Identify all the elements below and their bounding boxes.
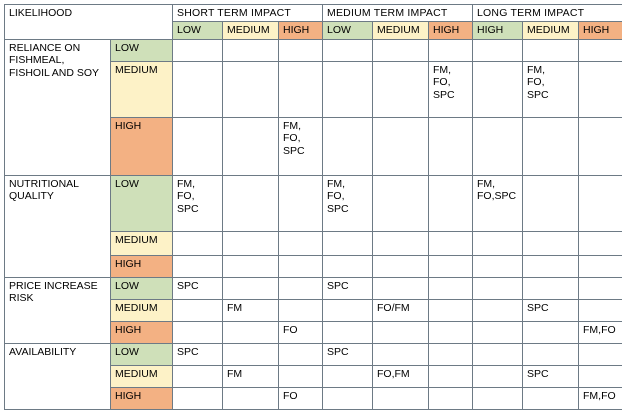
matrix-cell-r1-low-c4 bbox=[323, 39, 373, 61]
matrix-cell-r3-medium-c8: SPC bbox=[523, 299, 579, 321]
matrix-cell-r2-low-c5 bbox=[373, 175, 429, 231]
matrix-cell-r1-high-c6 bbox=[429, 117, 473, 175]
sub-short-high: HIGH bbox=[279, 22, 323, 39]
matrix-cell-r4-low-c7 bbox=[473, 343, 523, 365]
matrix-cell-r1-high-c5 bbox=[373, 117, 429, 175]
matrix-cell-r3-high-c9: FM,FO bbox=[579, 321, 622, 343]
matrix-cell-r2-high-c9 bbox=[579, 255, 622, 277]
matrix-cell-r1-high-c4 bbox=[323, 117, 373, 175]
matrix-body bbox=[5, 39, 622, 409]
matrix-cell-r3-low-c9 bbox=[579, 277, 622, 299]
matrix-cell-r1-high-c8 bbox=[523, 117, 579, 175]
matrix-cell-r1-medium-c7 bbox=[473, 61, 523, 117]
likelihood-high-r2: HIGH bbox=[111, 255, 173, 277]
matrix-cell-r2-low-c9 bbox=[579, 175, 622, 231]
likelihood-header: LIKELIHOOD bbox=[5, 5, 173, 40]
row-category-1: RELIANCE ON FISHMEAL, FISHOIL AND SOY bbox=[5, 39, 111, 175]
matrix-cell-r2-medium-c5 bbox=[373, 231, 429, 255]
matrix-cell-r2-medium-c3 bbox=[279, 231, 323, 255]
matrix-cell-r1-medium-c8: FM, FO, SPC bbox=[523, 61, 579, 117]
matrix-cell-r1-low-c6 bbox=[429, 39, 473, 61]
matrix-cell-r3-medium-c1 bbox=[173, 299, 223, 321]
matrix-cell-r2-medium-c8 bbox=[523, 231, 579, 255]
matrix-cell-r2-high-c6 bbox=[429, 255, 473, 277]
likelihood-low-r1: LOW bbox=[111, 39, 173, 61]
matrix-cell-r1-medium-c9 bbox=[579, 61, 622, 117]
likelihood-high-r1: HIGH bbox=[111, 117, 173, 175]
matrix-cell-r4-high-c6 bbox=[429, 387, 473, 409]
matrix-cell-r2-high-c1 bbox=[173, 255, 223, 277]
matrix-cell-r2-medium-c1 bbox=[173, 231, 223, 255]
matrix-cell-r3-low-c4: SPC bbox=[323, 277, 373, 299]
matrix-cell-r2-high-c8 bbox=[523, 255, 579, 277]
matrix-cell-r2-low-c8 bbox=[523, 175, 579, 231]
matrix-cell-r3-high-c3: FO bbox=[279, 321, 323, 343]
matrix-cell-r4-low-c6 bbox=[429, 343, 473, 365]
matrix-cell-r1-low-c2 bbox=[223, 39, 279, 61]
matrix-cell-r3-medium-c6 bbox=[429, 299, 473, 321]
likelihood-low-r3: LOW bbox=[111, 277, 173, 299]
short-term-impact-header: SHORT TERM IMPACT bbox=[173, 5, 323, 22]
matrix-cell-r3-medium-c4 bbox=[323, 299, 373, 321]
matrix-cell-r1-high-c3: FM, FO, SPC bbox=[279, 117, 323, 175]
likelihood-high-r3: HIGH bbox=[111, 321, 173, 343]
matrix-cell-r3-low-c2 bbox=[223, 277, 279, 299]
likelihood-medium-r1: MEDIUM bbox=[111, 61, 173, 117]
likelihood-medium-r3: MEDIUM bbox=[111, 299, 173, 321]
matrix-cell-r3-low-c7 bbox=[473, 277, 523, 299]
matrix-cell-r4-medium-c1 bbox=[173, 365, 223, 387]
matrix-cell-r1-high-c9 bbox=[579, 117, 622, 175]
matrix-cell-r2-low-c2 bbox=[223, 175, 279, 231]
matrix-cell-r2-high-c7 bbox=[473, 255, 523, 277]
table-row bbox=[5, 343, 622, 365]
matrix-cell-r4-medium-c6 bbox=[429, 365, 473, 387]
likelihood-low-r4: LOW bbox=[111, 343, 173, 365]
header-row-groups bbox=[5, 5, 622, 22]
table-row bbox=[5, 277, 622, 299]
matrix-cell-r4-medium-c4 bbox=[323, 365, 373, 387]
table-row bbox=[5, 175, 622, 231]
matrix-cell-r2-medium-c2 bbox=[223, 231, 279, 255]
matrix-cell-r3-low-c3 bbox=[279, 277, 323, 299]
matrix-cell-r4-low-c9 bbox=[579, 343, 622, 365]
matrix-cell-r3-medium-c2: FM bbox=[223, 299, 279, 321]
matrix-cell-r3-high-c2 bbox=[223, 321, 279, 343]
sub-medium-high: HIGH bbox=[429, 22, 473, 39]
sub-medium-medium: MEDIUM bbox=[373, 22, 429, 39]
matrix-cell-r1-medium-c6: FM, FO, SPC bbox=[429, 61, 473, 117]
row-category-2: NUTRITIONAL QUALITY bbox=[5, 175, 111, 277]
matrix-cell-r2-high-c5 bbox=[373, 255, 429, 277]
likelihood-medium-r4: MEDIUM bbox=[111, 365, 173, 387]
risk-matrix-table bbox=[4, 4, 622, 410]
matrix-cell-r1-low-c8 bbox=[523, 39, 579, 61]
matrix-cell-r4-medium-c3 bbox=[279, 365, 323, 387]
sub-long-medium: MEDIUM bbox=[523, 22, 579, 39]
matrix-cell-r4-low-c8 bbox=[523, 343, 579, 365]
long-term-impact-header: LONG TERM IMPACT bbox=[473, 5, 622, 22]
matrix-cell-r4-high-c1 bbox=[173, 387, 223, 409]
matrix-cell-r4-low-c4: SPC bbox=[323, 343, 373, 365]
matrix-cell-r1-low-c5 bbox=[373, 39, 429, 61]
matrix-cell-r4-low-c1: SPC bbox=[173, 343, 223, 365]
sub-long-high: HIGH bbox=[579, 22, 622, 39]
matrix-cell-r1-medium-c3 bbox=[279, 61, 323, 117]
matrix-cell-r1-medium-c1 bbox=[173, 61, 223, 117]
matrix-cell-r2-low-c7: FM, FO,SPC bbox=[473, 175, 523, 231]
matrix-cell-r4-high-c9: FM,FO bbox=[579, 387, 622, 409]
likelihood-high-r4: HIGH bbox=[111, 387, 173, 409]
matrix-cell-r2-medium-c7 bbox=[473, 231, 523, 255]
matrix-cell-r1-low-c9 bbox=[579, 39, 622, 61]
matrix-cell-r2-medium-c9 bbox=[579, 231, 622, 255]
matrix-cell-r3-high-c7 bbox=[473, 321, 523, 343]
matrix-cell-r1-medium-c2 bbox=[223, 61, 279, 117]
matrix-cell-r3-low-c5 bbox=[373, 277, 429, 299]
matrix-cell-r1-high-c1 bbox=[173, 117, 223, 175]
likelihood-medium-r2: MEDIUM bbox=[111, 231, 173, 255]
row-category-3: PRICE INCREASE RISK bbox=[5, 277, 111, 343]
matrix-cell-r3-medium-c3 bbox=[279, 299, 323, 321]
matrix-cell-r1-low-c1 bbox=[173, 39, 223, 61]
matrix-cell-r4-medium-c9 bbox=[579, 365, 622, 387]
matrix-cell-r4-high-c7 bbox=[473, 387, 523, 409]
matrix-cell-r4-medium-c5: FO,FM bbox=[373, 365, 429, 387]
matrix-cell-r3-medium-c5: FO/FM bbox=[373, 299, 429, 321]
matrix-cell-r2-high-c4 bbox=[323, 255, 373, 277]
matrix-cell-r2-high-c2 bbox=[223, 255, 279, 277]
matrix-cell-r4-medium-c8: SPC bbox=[523, 365, 579, 387]
matrix-cell-r3-medium-c9 bbox=[579, 299, 622, 321]
sub-short-medium: MEDIUM bbox=[223, 22, 279, 39]
table-row bbox=[5, 39, 622, 61]
matrix-cell-r3-high-c5 bbox=[373, 321, 429, 343]
matrix-cell-r2-low-c4: FM, FO, SPC bbox=[323, 175, 373, 231]
matrix-cell-r1-low-c3 bbox=[279, 39, 323, 61]
matrix-cell-r3-high-c4 bbox=[323, 321, 373, 343]
matrix-cell-r3-high-c1 bbox=[173, 321, 223, 343]
matrix-cell-r4-high-c2 bbox=[223, 387, 279, 409]
matrix-cell-r2-low-c1: FM, FO, SPC bbox=[173, 175, 223, 231]
matrix-cell-r3-low-c8 bbox=[523, 277, 579, 299]
matrix-cell-r3-high-c6 bbox=[429, 321, 473, 343]
medium-term-impact-header: MEDIUM TERM IMPACT bbox=[323, 5, 473, 22]
matrix-cell-r1-high-c2 bbox=[223, 117, 279, 175]
matrix-cell-r4-high-c3: FO bbox=[279, 387, 323, 409]
matrix-cell-r4-high-c4 bbox=[323, 387, 373, 409]
matrix-cell-r2-low-c6 bbox=[429, 175, 473, 231]
sub-medium-low: LOW bbox=[323, 22, 373, 39]
matrix-cell-r3-low-c6 bbox=[429, 277, 473, 299]
matrix-cell-r3-high-c8 bbox=[523, 321, 579, 343]
matrix-cell-r1-medium-c4 bbox=[323, 61, 373, 117]
matrix-cell-r3-medium-c7 bbox=[473, 299, 523, 321]
matrix-cell-r2-medium-c4 bbox=[323, 231, 373, 255]
sub-long-low: HIGH bbox=[473, 22, 523, 39]
matrix-cell-r4-low-c2 bbox=[223, 343, 279, 365]
matrix-cell-r4-high-c5 bbox=[373, 387, 429, 409]
sub-short-low: LOW bbox=[173, 22, 223, 39]
matrix-cell-r1-low-c7 bbox=[473, 39, 523, 61]
matrix-cell-r4-medium-c2: FM bbox=[223, 365, 279, 387]
matrix-cell-r4-high-c8 bbox=[523, 387, 579, 409]
matrix-cell-r2-low-c3 bbox=[279, 175, 323, 231]
matrix-cell-r4-medium-c7 bbox=[473, 365, 523, 387]
matrix-cell-r1-medium-c5 bbox=[373, 61, 429, 117]
matrix-cell-r1-high-c7 bbox=[473, 117, 523, 175]
matrix-cell-r2-medium-c6 bbox=[429, 231, 473, 255]
matrix-cell-r4-low-c5 bbox=[373, 343, 429, 365]
matrix-cell-r2-high-c3 bbox=[279, 255, 323, 277]
row-category-4: AVAILABILITY bbox=[5, 343, 111, 409]
matrix-cell-r4-low-c3 bbox=[279, 343, 323, 365]
matrix-cell-r3-low-c1: SPC bbox=[173, 277, 223, 299]
likelihood-low-r2: LOW bbox=[111, 175, 173, 231]
